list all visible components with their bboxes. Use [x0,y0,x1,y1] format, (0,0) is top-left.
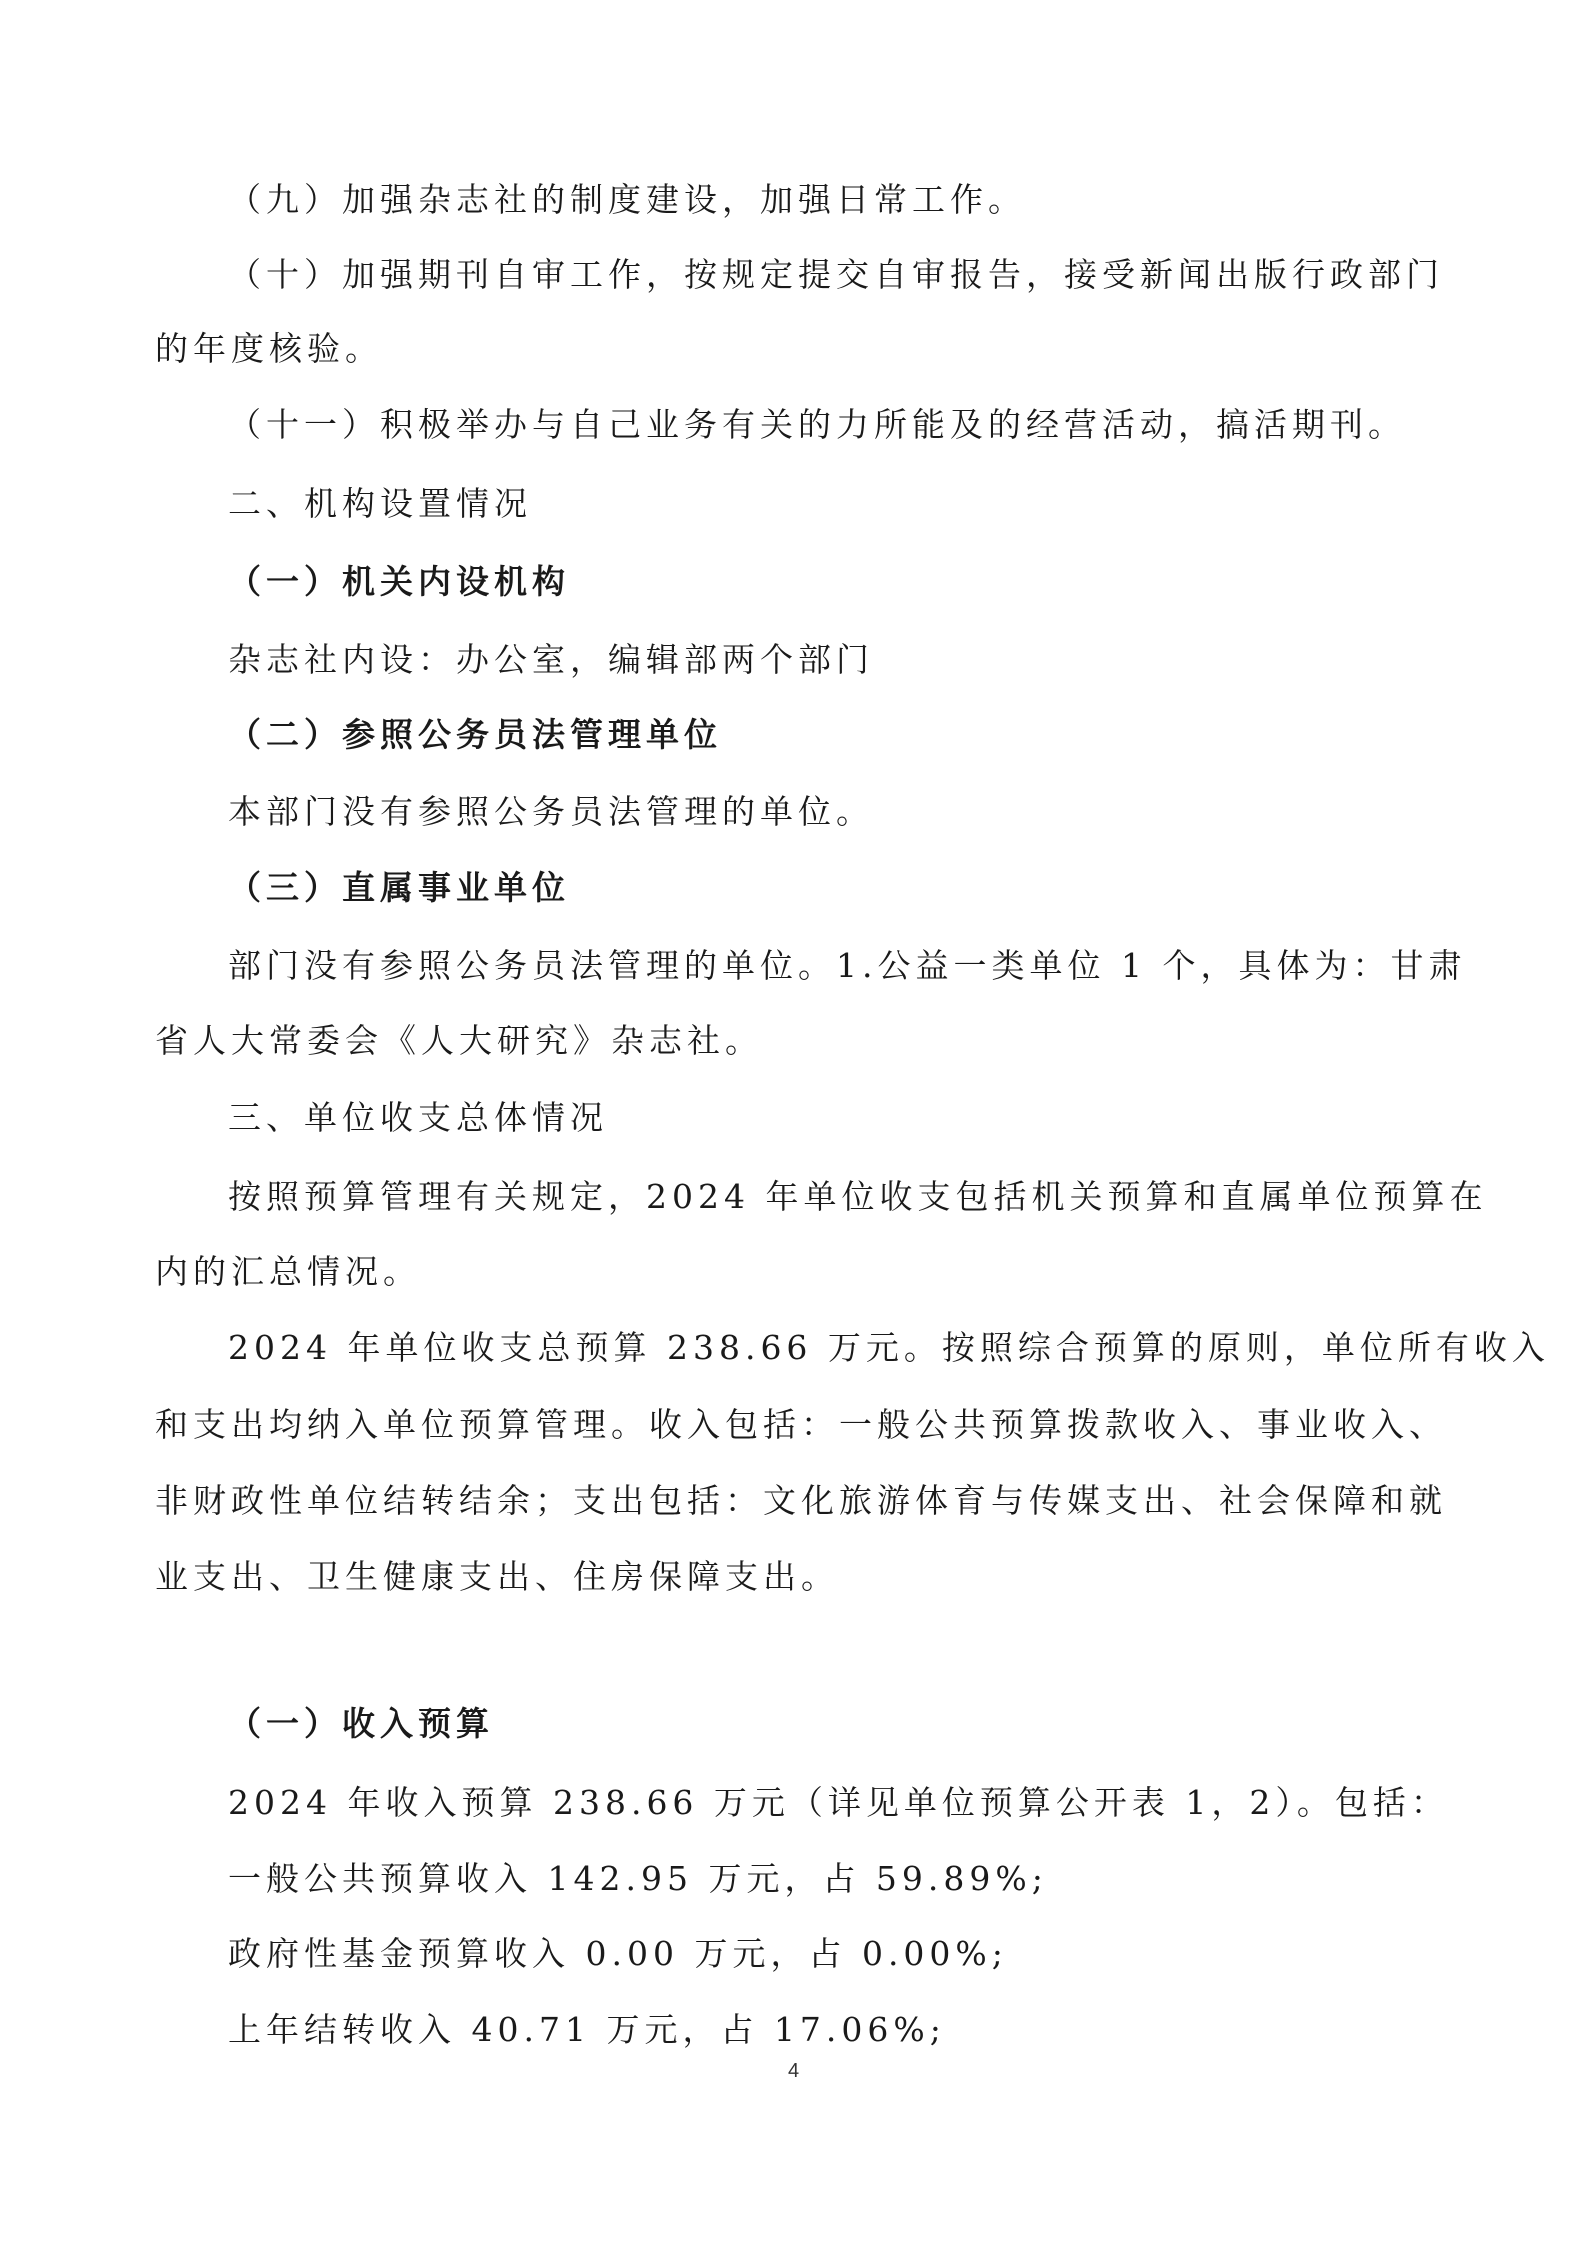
income-government-fund: 政府性基金预算收入 0.00 万元，占 0.00%; [228,1934,1008,1973]
paragraph-11: （十一）积极举办与自己业务有关的力所能及的经营活动，搞活期刊。 [228,405,1406,444]
internal-units-text: 杂志社内设：办公室，编辑部两个部门 [228,640,874,679]
income-carry-over: 上年结转收入 40.71 万元，占 17.06%; [228,2010,946,2049]
affiliated-units-line-2: 省人大常委会《人大研究》杂志社。 [155,1021,763,1060]
budget-paragraph-2-line-1: 2024 年单位收支总预算 238.66 万元。按照综合预算的原则，单位所有收入 [228,1328,1550,1367]
civil-servant-units-text: 本部门没有参照公务员法管理的单位。 [228,792,874,831]
budget-paragraph-2-line-2: 和支出均纳入单位预算管理。收入包括：一般公共预算拨款收入、事业收入、 [155,1405,1447,1444]
income-general-public: 一般公共预算收入 142.95 万元，占 59.89%; [228,1859,1048,1898]
heading-civil-servant-units: （二）参照公务员法管理单位 [228,715,722,754]
heading-income-budget: （一）收入预算 [228,1704,494,1743]
paragraph-10-line-2: 的年度核验。 [155,329,383,368]
heading-internal-units: （一）机关内设机构 [228,562,570,601]
budget-paragraph-2-line-4: 业支出、卫生健康支出、住房保障支出。 [155,1557,839,1596]
budget-paragraph-2-line-3: 非财政性单位结转结余；支出包括：文化旅游体育与传媒支出、社会保障和就 [155,1481,1447,1520]
heading-org-setup: 二、机构设置情况 [228,484,532,523]
page-number: 4 [787,2060,800,2082]
budget-paragraph-1-line-1: 按照预算管理有关规定，2024 年单位收支包括机关预算和直属单位预算在 [228,1177,1488,1216]
heading-budget-overview: 三、单位收支总体情况 [228,1098,608,1137]
income-intro: 2024 年收入预算 238.66 万元（详见单位预算公开表 1，2）。包括： [228,1783,1449,1822]
budget-paragraph-1-line-2: 内的汇总情况。 [155,1252,421,1291]
affiliated-units-line-1: 部门没有参照公务员法管理的单位。1.公益一类单位 1 个，具体为：甘肃 [228,946,1467,985]
heading-affiliated-units: （三）直属事业单位 [228,868,570,907]
paragraph-10-line-1: （十）加强期刊自审工作，按规定提交自审报告，接受新闻出版行政部门 [228,255,1444,294]
paragraph-9: （九）加强杂志社的制度建设，加强日常工作。 [228,180,1026,219]
